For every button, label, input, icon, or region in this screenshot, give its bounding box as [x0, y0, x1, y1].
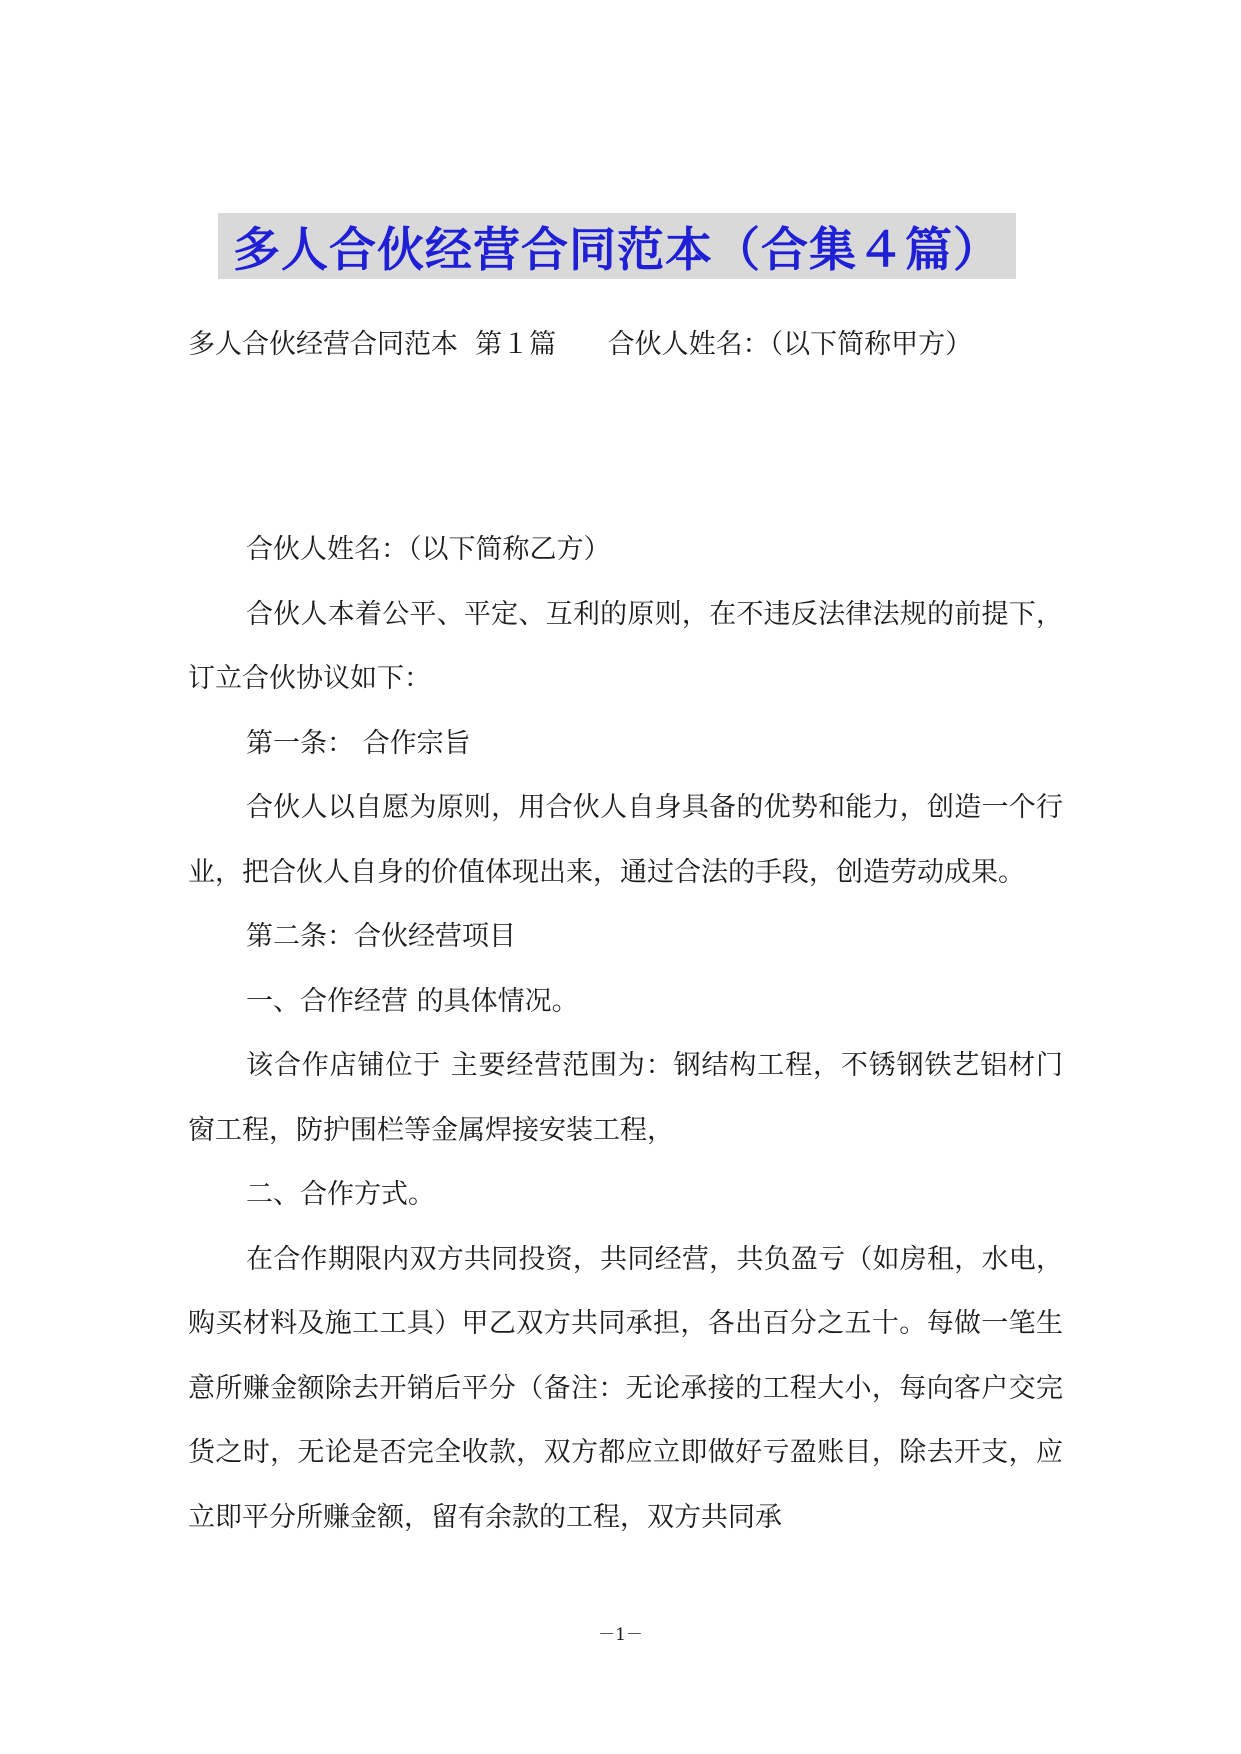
- paragraph: 合伙人本着公平、平定、互利的原则，在不违反法律法规的前提下，订立合伙协议如下：: [188, 598, 1063, 694]
- paragraph: 合伙人姓名：（以下简称乙方）: [246, 534, 611, 565]
- section-header-right: 合伙人姓名：（以下简称甲方）: [607, 329, 973, 360]
- title-highlight: [218, 213, 1016, 279]
- paragraph: 该合作店铺位于 主要经营范围为：钢结构工程，不锈钢铁艺铝材门窗工程，防护围栏等金属焊接安装工程，: [188, 1050, 1063, 1146]
- page-number: －1－: [598, 1625, 643, 1645]
- paragraph: 第一条： 合作宗旨: [246, 727, 471, 759]
- paragraph: 一、合作经营 的具体情况。: [246, 985, 579, 1017]
- section-header-left: 多人合伙经营合同范本 第１篇: [188, 329, 557, 360]
- paragraph: 第二条：合伙经营项目: [246, 921, 516, 952]
- paragraph: 合伙人以自愿为原则，用合伙人自身具备的优势和能力，创造一个行业，把合伙人自身的价值体现出来，通过合法的手段，创造劳动成果。: [188, 792, 1063, 888]
- document-body: [188, 518, 1063, 1550]
- section-header: [188, 325, 972, 365]
- document-title: 多人合伙经营合同范本（合集４篇）: [233, 222, 1001, 278]
- paragraph: 在合作期限内双方共同投资，共同经营，共负盈亏（如房租，水电，购买材料及施工工具）甲乙双方共同承担，各出百分之五十。每做一笔生意所赚金额除去开销后平分（备注：无论承接的工程大小，每向客户交完货之时，无论是否完全收款，双方都应立即做好亏盈账目，除去开支，应立即平分所赚金额，留有余款的工程，双方共同承: [188, 1243, 1063, 1533]
- paragraph: 二、合作方式。: [246, 1179, 435, 1210]
